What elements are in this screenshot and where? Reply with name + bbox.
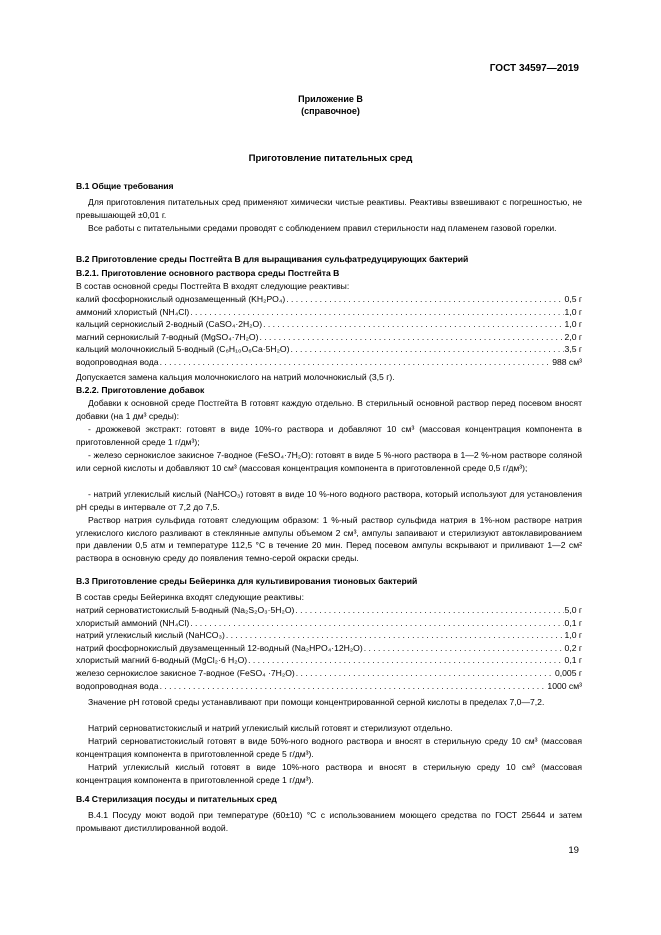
reagent-amount: 0,5 г bbox=[564, 294, 582, 304]
reagent-name: хлористый аммоний (NH₄Cl) bbox=[76, 617, 190, 628]
b22-paragraph-4: - натрий углекислый кислый (NaHCO₃) готовят в виде 10 %-ного водного раствора, который используют для установления pH среды в интервале от 7,2 до 7,5. bbox=[76, 489, 582, 512]
reagent-name: хлористый магний 6-водный (MgCl₂·6 H₂O) bbox=[76, 655, 248, 666]
reagent-row bbox=[76, 629, 582, 642]
b22-paragraph-1: Добавки к основной среде Постгейта В готовят каждую отдельно. В стерильный основной раствор перед посевом вносят добавки (на 1 дм³ среды): bbox=[76, 398, 582, 421]
reagent-row bbox=[76, 667, 582, 680]
b22-paragraph-2: - дрожжевой экстракт: готовят в виде 10%-го раствора и добавляют 10 см³ (массовая концентрация компонента в приготовленной среде 1 г/дм³); bbox=[76, 424, 582, 447]
page-number: 19 bbox=[568, 845, 579, 856]
b3-paragraph-4: Натрий углекислый кислый готовят в виде 10%-ного раствора и вносят в стерильную среду 10 см³ (массовая концентрация компонента в приготовленной среде 1 г/дм³). bbox=[76, 762, 582, 785]
b3-paragraph-3: Натрий серноватистокислый готовят в виде 50%-ного водного раствора и вносят в стерильную среду 10 см³ (массовая концентрация компонента в приготовленной среде 5 г/дм³). bbox=[76, 736, 582, 759]
b3-paragraph-1: Значение pH готовой среды устанавливают при помощи концентрированной серной кислоты в пределах 7,0—7,2. bbox=[88, 697, 545, 707]
reagent-row bbox=[76, 617, 582, 630]
b22-paragraph-5: Раствор натрия сульфида готовят следующим образом: 1 %-ный раствор сульфида натрия в 1%-ном растворе натрия углекислого кислого разливают в стеклянные ампулы объемом 2 см³, ампулы запаивают и стерилизуют автоклавированием при давлении 0,5 атм и температуре 112,5 °С в течение 20 мин. Перед посевом ампулы вскрывают и приливают 1—2 см² раствора в основную среду до появления темно-серой окраски среды. bbox=[76, 515, 582, 563]
reagent-name: кальций сернокислый 2-водный (CaSO₄·2H₂O) bbox=[76, 319, 263, 330]
section-title: Приготовление питательных сред bbox=[248, 153, 413, 164]
reagent-row bbox=[76, 356, 582, 369]
reagent-name: калий фосфорнокислый однозамещенный (KH₂PO₄) bbox=[76, 294, 286, 304]
reagent-name: водопроводная вода bbox=[76, 356, 159, 367]
reagent-amount: 5,0 г bbox=[564, 605, 582, 615]
reagent-amount: 3,5 г bbox=[564, 344, 582, 355]
reagent-name: натрий фосфорнокислый двузамещенный 12-водный (Na₂HPO₄·12H₂O) bbox=[76, 642, 363, 653]
b22-heading: В.2.2. Приготовление добавок bbox=[76, 385, 205, 395]
b21-heading: В.2.1. Приготовление основного раствора среды Постгейта В bbox=[76, 268, 340, 278]
b21-note: Допускается замена кальция молочнокислого на натрий молочнокислый (3,5 г). bbox=[76, 372, 395, 382]
b2-heading: В.2 Приготовление среды Постгейта В для выращивания сульфатредуцирующих бактерий bbox=[76, 254, 469, 264]
reagent-name: железо сернокислое закисное 7-водное (FeSO₄ ·7H₂O) bbox=[76, 667, 295, 678]
reagent-amount: 1,0 г bbox=[564, 630, 582, 641]
b1-heading: В.1 Общие требования bbox=[76, 181, 174, 191]
reagent-amount: 1000 см³ bbox=[547, 680, 582, 691]
b3-intro: В состав среды Бейеринка входят следующие реактивы: bbox=[76, 592, 304, 602]
b1-paragraph-2: Все работы с питательными средами проводят с соблюдением правил стерильности над пламенем газовой горелки. bbox=[88, 223, 557, 233]
reagent-amount: 2,0 г bbox=[564, 331, 582, 342]
appendix-title: Приложение В bbox=[298, 94, 363, 104]
reagent-name: натрий серноватистокислый 5-водный (Na₂S₂O₃·5H₂O) bbox=[76, 605, 295, 615]
reagent-name: водопроводная вода bbox=[76, 680, 159, 691]
reagent-amount: 0,005 г bbox=[554, 667, 582, 678]
reagent-row bbox=[76, 604, 582, 617]
reagent-amount: 0,1 г bbox=[564, 617, 582, 628]
b22-paragraph-3: - железо сернокислое закисное 7-водное (FeSO₄·7H₂O): готовят в виде 5 %-ного раствора в 1—2 %-ном растворе соляной или серной кислоты и добавляют 10 см³ (массовая концентрация компонента в приготовленной среде 0,5 г/дм³); bbox=[76, 450, 582, 473]
b3-reagent-list bbox=[76, 604, 582, 692]
reagent-row bbox=[76, 306, 582, 319]
reagent-name: магний сернокислый 7-водный (MgSO₄·7H₂O) bbox=[76, 331, 259, 342]
reagent-amount: 0,2 г bbox=[564, 642, 582, 653]
b3-paragraph-2: Натрий серноватистокислый и натрий углекислый кислый готовят и стерилизуют отдельно. bbox=[88, 723, 453, 733]
b4-paragraph-1: В.4.1 Посуду моют водой при температуре (60±10) °С с использованием моющего средства по ГОСТ 25644 и затем промывают дистиллированной водой. bbox=[76, 810, 582, 833]
doc-header-id: ГОСТ 34597—2019 bbox=[489, 63, 579, 74]
reagent-name: аммоний хлористый (NH₄Cl) bbox=[76, 306, 190, 317]
reagent-amount: 1,0 г bbox=[564, 319, 582, 330]
b3-heading: В.3 Приготовление среды Бейеринка для культивирования тионовых бактерий bbox=[76, 576, 418, 586]
reagent-row bbox=[76, 680, 582, 693]
b21-reagent-list bbox=[76, 293, 582, 369]
reagent-row bbox=[76, 642, 582, 655]
reagent-row bbox=[76, 343, 582, 356]
reagent-row bbox=[76, 654, 582, 667]
reagent-amount: 1,0 г bbox=[564, 306, 582, 317]
b1-paragraph-1: Для приготовления питательных сред применяют химически чистые реактивы. Реактивы взвешивают с погрешностью, не превышающей ±0,01 г. bbox=[76, 197, 582, 220]
reagent-row bbox=[76, 293, 582, 306]
reagent-name: натрий углекислый кислый (NaHCO₃) bbox=[76, 630, 225, 641]
appendix-subtitle: (справочное) bbox=[301, 106, 360, 116]
b21-intro: В состав основной среды Постгейта В входят следующие реактивы: bbox=[76, 281, 350, 291]
reagent-row bbox=[76, 318, 582, 331]
reagent-amount: 0,1 г bbox=[564, 655, 582, 666]
reagent-amount: 988 см³ bbox=[552, 356, 582, 367]
reagent-name: кальций молочнокислый 5-водный (C₆H₁₀O₆Ca·5H₂O) bbox=[76, 344, 290, 355]
reagent-row bbox=[76, 331, 582, 344]
b4-heading: В.4 Стерилизация посуды и питательных сред bbox=[76, 794, 277, 804]
